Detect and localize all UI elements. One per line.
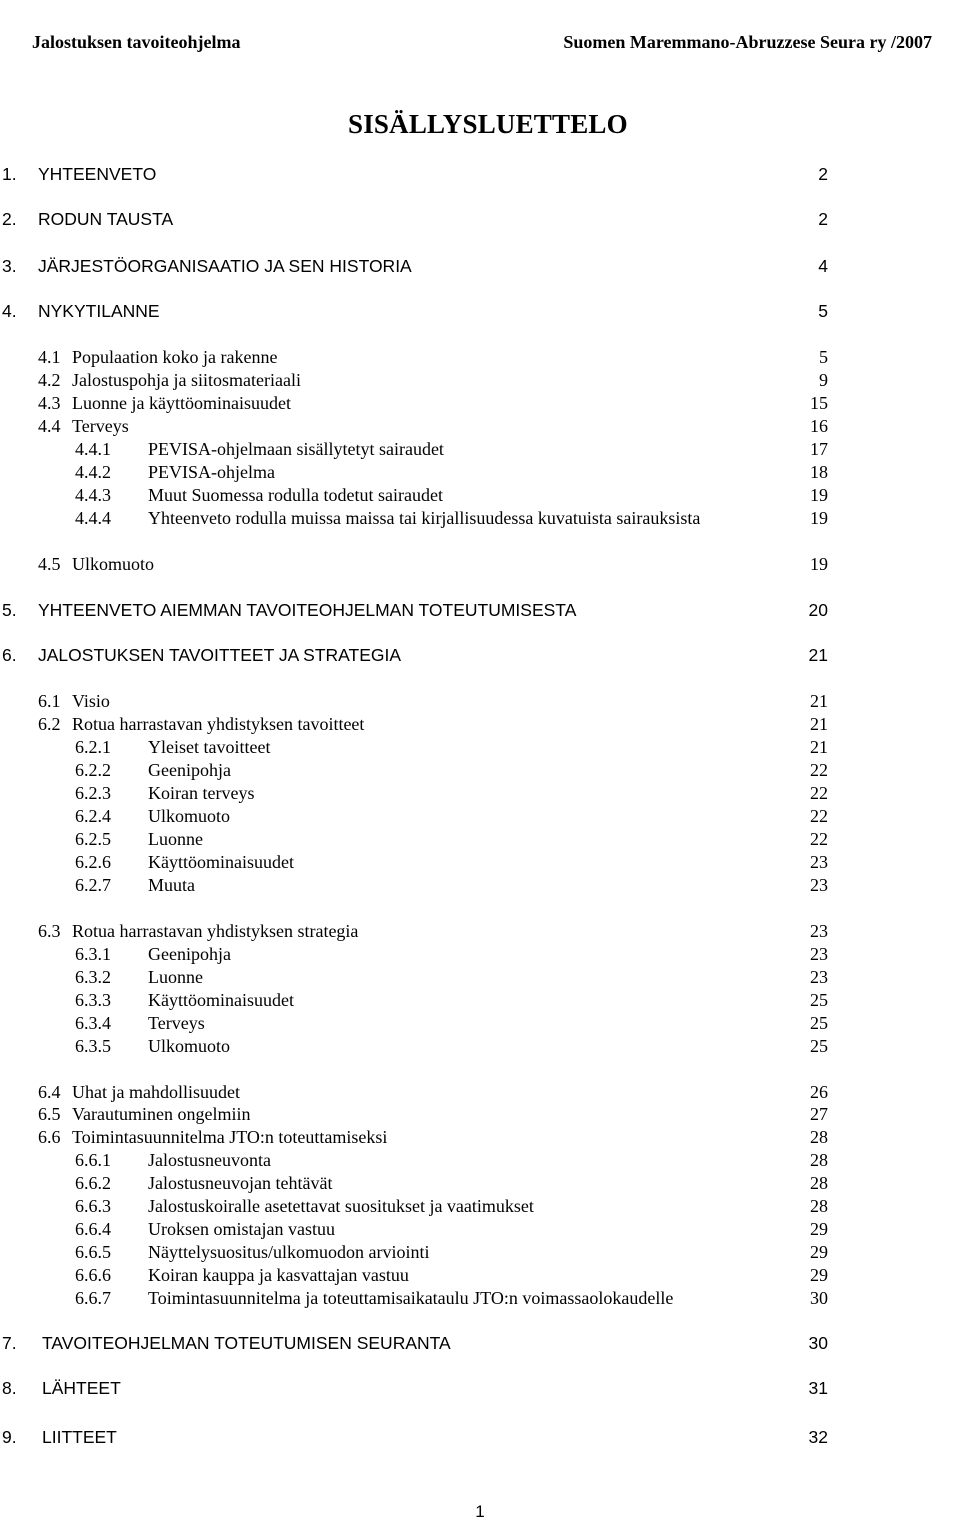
toc-entry (0, 781, 960, 805)
toc-entry-number: 6.2.7 (75, 875, 111, 895)
toc-entry (0, 345, 960, 369)
toc-entry (0, 1080, 960, 1104)
toc-entry-number: 9. (2, 1427, 17, 1447)
toc-entry-label: Luonne (148, 829, 203, 849)
toc-entry (0, 919, 960, 943)
toc-entry-page: 25 (810, 990, 828, 1010)
toc-entry-page: 21 (808, 645, 828, 665)
toc-entry (0, 598, 960, 622)
toc-entry-label: Rotua harrastavan yhdistyksen strategia (72, 921, 359, 941)
toc-entry (0, 207, 960, 231)
toc-entry (0, 368, 960, 392)
toc-entry-number: 3. (2, 256, 17, 276)
toc-entry (0, 552, 960, 576)
toc-entry (0, 299, 960, 323)
toc-entry (0, 483, 960, 507)
toc-entry-number: 6.4 (38, 1082, 61, 1102)
toc-entry-label: Toimintasuunnitelma ja toteuttamisaikataulu JTO:n voimassaolokaudelle (148, 1288, 674, 1308)
toc-entry-number: 4.2 (38, 370, 61, 390)
toc-entry-page: 22 (810, 806, 828, 826)
toc-entry-number: 6.2.2 (75, 760, 111, 780)
toc-entry-label: Uroksen omistajan vastuu (148, 1219, 335, 1239)
toc-entry-number: 6.6.7 (75, 1288, 111, 1308)
toc-entry-page: 30 (808, 1333, 828, 1353)
toc-entry-number: 6.3.2 (75, 967, 111, 987)
toc-entry-page: 23 (810, 967, 828, 987)
toc-entry (0, 437, 960, 461)
toc-entry-number: 6.3.4 (75, 1013, 111, 1033)
toc-entry-number: 6.6.2 (75, 1173, 111, 1193)
toc-entry-page: 25 (810, 1036, 828, 1056)
toc-entry-page: 23 (810, 852, 828, 872)
toc-entry-label: Jalostusneuvojan tehtävät (148, 1173, 333, 1193)
toc-entry-page: 28 (810, 1196, 828, 1216)
toc-entry-number: 4. (2, 301, 17, 321)
toc-entry-number: 6.3.3 (75, 990, 111, 1010)
toc-entry-label: Jalostusneuvonta (148, 1150, 271, 1170)
toc-entry-number: 6.1 (38, 691, 61, 711)
toc-entry-number: 4.4.3 (75, 485, 111, 505)
toc-entry-label: Muuta (148, 875, 195, 895)
toc-entry (0, 254, 960, 278)
toc-entry-number: 6.2.1 (75, 737, 111, 757)
toc-entry (0, 1148, 960, 1172)
toc-entry-number: 6.6.4 (75, 1219, 111, 1239)
toc-entry (0, 1125, 960, 1149)
toc-entry-page: 29 (810, 1265, 828, 1285)
toc-entry-page: 29 (810, 1242, 828, 1262)
toc-entry-number: 6.6.5 (75, 1242, 111, 1262)
toc-entry-label: LIITTEET (42, 1427, 117, 1447)
toc-entry-page: 30 (810, 1288, 828, 1308)
toc-entry-number: 6.2.5 (75, 829, 111, 849)
toc-entry (0, 162, 960, 186)
toc-entry-number: 7. (2, 1333, 17, 1353)
toc-entry-label: Luonne (148, 967, 203, 987)
toc-entry-number: 6.2.3 (75, 783, 111, 803)
toc-entry-page: 23 (810, 944, 828, 964)
toc-entry-label: Populaation koko ja rakenne (72, 347, 278, 367)
toc-entry-label: Käyttöominaisuudet (148, 990, 294, 1010)
toc-entry-number: 6.5 (38, 1104, 61, 1124)
toc-entry (0, 1034, 960, 1058)
toc-entry (0, 1194, 960, 1218)
toc-entry-number: 6.3 (38, 921, 61, 941)
toc-entry-page: 22 (810, 760, 828, 780)
toc-entry (0, 942, 960, 966)
toc-entry-page: 23 (810, 875, 828, 895)
toc-entry-page: 32 (808, 1427, 828, 1447)
toc-entry-page: 19 (810, 554, 828, 574)
toc-entry (0, 1240, 960, 1264)
toc-entry-page: 17 (810, 439, 828, 459)
toc-entry-page: 2 (818, 164, 828, 184)
toc-entry-label: RODUN TAUSTA (38, 209, 174, 229)
toc-entry-page: 20 (808, 600, 828, 620)
toc-entry-number: 6.6.6 (75, 1265, 111, 1285)
toc-entry-page: 28 (810, 1127, 828, 1147)
toc-entry-label: Näyttelysuositus/ulkomuodon arviointi (148, 1242, 430, 1262)
toc-entry-label: LÄHTEET (42, 1378, 121, 1398)
toc-entry (0, 1263, 960, 1287)
toc-entry-page: 19 (810, 508, 828, 528)
toc-entry (0, 414, 960, 438)
toc-entry-number: 4.4.4 (75, 508, 111, 528)
toc-entry-page: 21 (810, 714, 828, 734)
toc-entry-label: Terveys (148, 1013, 205, 1033)
toc-entry-label: JÄRJESTÖORGANISAATIO JA SEN HISTORIA (38, 256, 412, 276)
toc-entry (0, 1217, 960, 1241)
toc-entry (0, 758, 960, 782)
toc-entry-number: 4.3 (38, 393, 61, 413)
toc-entry-page: 22 (810, 829, 828, 849)
toc-entry-label: PEVISA-ohjelma (148, 462, 275, 482)
toc-entry-page: 22 (810, 783, 828, 803)
toc-entry-page: 21 (810, 691, 828, 711)
toc-entry-page: 31 (808, 1378, 828, 1398)
toc-entry-number: 6.3.1 (75, 944, 111, 964)
toc-entry (0, 1286, 960, 1310)
toc-entry-number: 6.2.6 (75, 852, 111, 872)
toc-entry-page: 19 (810, 485, 828, 505)
toc-entry-page: 5 (818, 301, 828, 321)
toc-entry-number: 6.6.1 (75, 1150, 111, 1170)
toc-entry-label: JALOSTUKSEN TAVOITTEET JA STRATEGIA (38, 645, 402, 665)
toc-entry-number: 6. (2, 645, 17, 665)
toc-entry-number: 6.2.4 (75, 806, 111, 826)
toc-entry-label: Käyttöominaisuudet (148, 852, 294, 872)
toc-entry-page: 5 (819, 347, 828, 367)
page-title: SISÄLLYSLUETTELO (348, 109, 628, 139)
toc-entry-label: Koiran terveys (148, 783, 255, 803)
toc-entry-page: 29 (810, 1219, 828, 1239)
toc-entry-label: Jalostuspohja ja siitosmateriaali (72, 370, 301, 390)
header-document-title: Jalostuksen tavoiteohjelma (32, 32, 241, 52)
toc-entry-page: 26 (810, 1082, 828, 1102)
toc-entry-label: Visio (72, 691, 110, 711)
toc-entry (0, 1376, 960, 1400)
toc-entry (0, 873, 960, 897)
toc-entry-number: 6.6 (38, 1127, 61, 1147)
toc-entry-number: 6.3.5 (75, 1036, 111, 1056)
toc-entry-label: Geenipohja (148, 944, 231, 964)
toc-entry-label: Muut Suomessa rodulla todetut sairaudet (148, 485, 443, 505)
toc-entry-label: Rotua harrastavan yhdistyksen tavoitteet (72, 714, 365, 734)
toc-entry-label: PEVISA-ohjelmaan sisällytetyt sairaudet (148, 439, 444, 459)
toc-entry-label: Yleiset tavoitteet (148, 737, 271, 757)
toc-entry-page: 18 (810, 462, 828, 482)
toc-entry-label: Ulkomuoto (148, 1036, 231, 1056)
toc-entry-label: YHTEENVETO (38, 164, 157, 184)
toc-entry-label: Koiran kauppa ja kasvattajan vastuu (148, 1265, 409, 1285)
toc-entry-number: 4.4.1 (75, 439, 111, 459)
toc-entry-number: 2. (2, 209, 17, 229)
toc-entry-number: 4.4 (38, 416, 61, 436)
toc-entry-number: 1. (2, 164, 17, 184)
toc-entry-page: 23 (810, 921, 828, 941)
toc-entry-number: 6.6.3 (75, 1196, 111, 1216)
toc-entry-number: 8. (2, 1378, 17, 1398)
toc-entry (0, 1171, 960, 1195)
toc-entry-page: 21 (810, 737, 828, 757)
toc-entry (0, 804, 960, 828)
header-organization: Suomen Maremmano-Abruzzese Seura ry /2007 (563, 32, 932, 52)
toc-entry-number: 5. (2, 600, 17, 620)
toc-entry-page: 4 (818, 256, 828, 276)
toc-entry (0, 965, 960, 989)
page-number: 1 (475, 1502, 485, 1521)
toc-entry (0, 735, 960, 759)
toc-entry (0, 643, 960, 667)
toc-entry (0, 1011, 960, 1035)
toc-entry-page: 16 (810, 416, 828, 436)
toc-entry-label: Geenipohja (148, 760, 231, 780)
toc-entry (0, 988, 960, 1012)
toc-entry-label: Terveys (72, 416, 129, 436)
toc-entry-label: Luonne ja käyttöominaisuudet (72, 393, 291, 413)
toc-entry (0, 391, 960, 415)
toc-entry (0, 850, 960, 874)
toc-entry (0, 689, 960, 713)
toc-entry-number: 4.1 (38, 347, 61, 367)
toc-entry-label: Toimintasuunnitelma JTO:n toteuttamiseksi (72, 1127, 388, 1147)
toc-entry-number: 6.2 (38, 714, 61, 734)
toc-entry-label: Uhat ja mahdollisuudet (72, 1082, 240, 1102)
toc-entry-label: Ulkomuoto (148, 806, 231, 826)
toc-entry (0, 460, 960, 484)
toc-entry-page: 27 (810, 1104, 828, 1124)
toc-entry-label: YHTEENVETO AIEMMAN TAVOITEOHJELMAN TOTEUTUMISESTA (38, 600, 577, 620)
toc-entry (0, 1425, 960, 1449)
toc-entry-label: TAVOITEOHJELMAN TOTEUTUMISEN SEURANTA (42, 1333, 451, 1353)
toc-entry-label: Jalostuskoiralle asetettavat suositukset ja vaatimukset (148, 1196, 534, 1216)
toc-entry-page: 25 (810, 1013, 828, 1033)
toc-entry-label: Ulkomuoto (72, 554, 155, 574)
toc-entry-page: 2 (818, 209, 828, 229)
toc-entry-page: 9 (819, 370, 828, 390)
toc-entry-number: 4.4.2 (75, 462, 111, 482)
toc-entry-page: 28 (810, 1150, 828, 1170)
toc-entry-label: Varautuminen ongelmiin (72, 1104, 251, 1124)
toc-entry-page: 15 (810, 393, 828, 413)
toc-entry (0, 1331, 960, 1355)
toc-entry (0, 506, 960, 530)
toc-entry-label: Yhteenveto rodulla muissa maissa tai kirjallisuudessa kuvatuista sairauksista (148, 508, 701, 528)
toc-entry (0, 827, 960, 851)
toc-entry-label: NYKYTILANNE (38, 301, 160, 321)
toc-entry (0, 712, 960, 736)
toc-entry (0, 1102, 960, 1126)
toc-entry-page: 28 (810, 1173, 828, 1193)
toc-entry-number: 4.5 (38, 554, 61, 574)
